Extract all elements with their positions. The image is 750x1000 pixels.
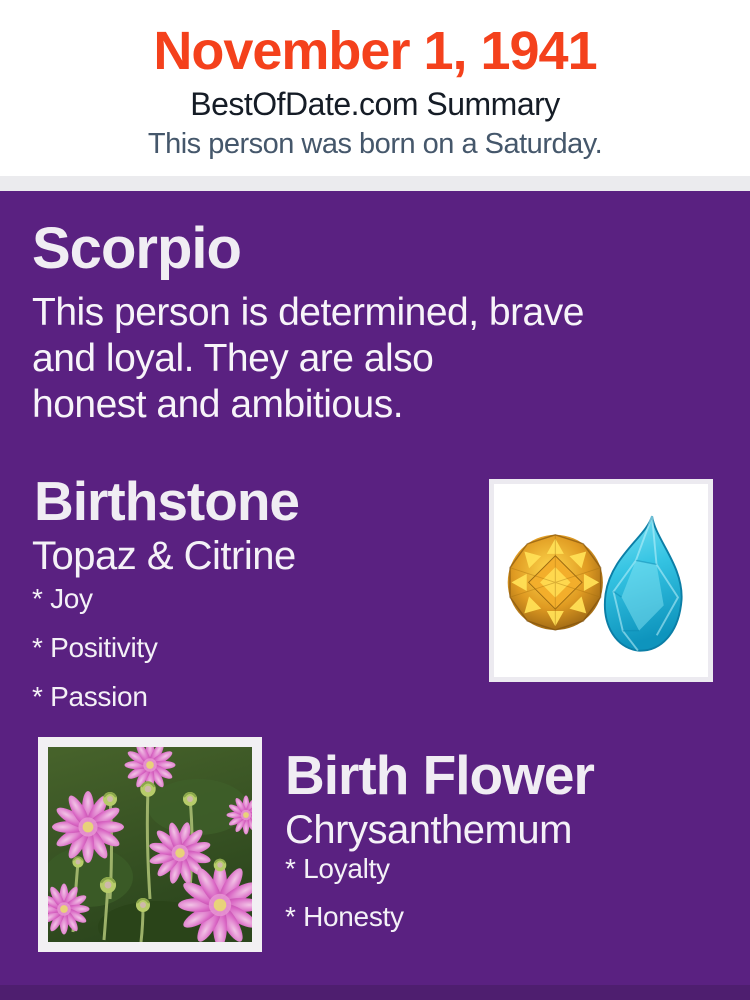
zodiac-description-line: This person is determined, brave (32, 291, 584, 334)
zodiac-description (32, 290, 584, 428)
birth-flower-image-panel (38, 737, 262, 952)
trait-item: * Passion (32, 681, 148, 712)
footer-strip (0, 985, 750, 1000)
site-summary-subtitle: BestOfDate.com Summary (190, 86, 560, 122)
zodiac-description-line: and loyal. They are also (32, 337, 434, 380)
birthstone-name: Topaz & Citrine (32, 534, 296, 578)
header (0, 0, 750, 176)
citrine-gem-icon (508, 535, 603, 630)
birth-flower-name: Chrysanthemum (285, 808, 572, 852)
trait-item: * Joy (32, 583, 93, 614)
chrysanthemum-photo (48, 747, 252, 942)
trait-item: * Loyalty (285, 853, 390, 884)
birthstone-image-panel (489, 479, 713, 682)
trait-item: * Positivity (32, 632, 158, 663)
trait-item: * Honesty (285, 901, 404, 932)
birth-flower-trait-list (285, 853, 404, 949)
blue-topaz-gem-icon (600, 512, 690, 654)
born-weekday-line: This person was born on a Saturday. (147, 128, 603, 160)
zodiac-sign-title: Scorpio (32, 216, 241, 281)
birth-flower-title: Birth Flower (285, 744, 594, 806)
birthstone-title: Birthstone (34, 470, 299, 532)
zodiac-description-line: honest and ambitious. (32, 383, 404, 426)
purple-body (0, 191, 750, 985)
topaz-citrine-gems-image (502, 492, 700, 669)
header-divider (0, 176, 750, 191)
page-title-date: November 1, 1941 (153, 21, 597, 81)
birthstone-trait-list (32, 583, 158, 730)
